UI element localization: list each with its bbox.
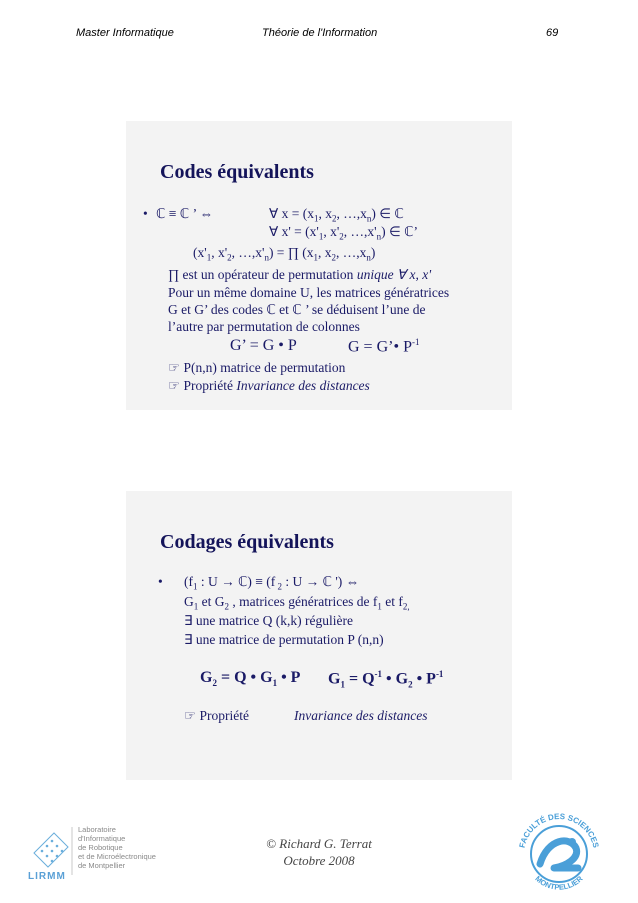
footer-author: © Richard G. Terrat	[266, 836, 372, 851]
slide2-eq-a: $G_2 = Q$ • $G_1$ • P	[200, 669, 301, 689]
slide2-line4: ∃ une matrice de permutation P (n,n)	[184, 632, 384, 647]
slide2-title: Codages équivalents	[160, 531, 334, 553]
lirmm-logo-text: Laboratoire d'Informatique de Robotique et de Microélectronique de Montpellier	[78, 825, 156, 870]
slide1-line2: ∀ $x' = (x'_1$, $x'_2$, $\dots,x'_n$) ∈ ℂ’	[269, 224, 419, 242]
slide1-line1: ∀ $x = (x_1$, $x_2$, $\dots,x_n$) ∈ ℂ	[269, 206, 404, 224]
slide-codes-equivalents	[126, 121, 512, 410]
slide1-line9: ☞ Propriété Invariance des distances	[168, 378, 370, 393]
svg-text:FACULTÉ DES SCIENCES: FACULTÉ DES SCIENCES	[517, 811, 601, 849]
slide2-bullet: •	[158, 574, 163, 589]
header-course: Master Informatique	[76, 27, 174, 39]
lirmm-logo	[28, 823, 178, 883]
slide1-line3: ($x'_1$, $x'_2$, $\dots,x'_n$) = ∏ ($x_1$, $x_2$, $\dots,x_n$)	[193, 245, 376, 263]
slide1-eq2: G = G’• $P^{-1}$	[348, 337, 420, 356]
slide1-eq1: G’ = G • P	[230, 337, 297, 354]
slide2-property: ☞ Propriété	[184, 708, 249, 723]
slide2-property-name: Invariance des distances	[294, 708, 428, 723]
slide2-eq-b: $G_1 = Q^{-1}$ • $G_2$ • $P^{-1}$	[328, 669, 444, 690]
page-number: 69	[546, 27, 559, 39]
slide-codages-equivalents	[126, 491, 512, 780]
lirmm-acronym: LIRMM	[28, 871, 66, 882]
slide1-line5: Pour un même domaine U, les matrices génératrices	[168, 285, 450, 300]
footer-date: Octobre 2008	[283, 853, 355, 868]
slide1-line8: ☞ P(n,n) matrice de permutation	[168, 360, 346, 375]
slide1-line4: ∏ est un opérateur de permutation unique ∀ x, x'	[168, 267, 432, 282]
slide1-equiv: ℂ ≡ ℂ ’ ⇔	[156, 206, 213, 221]
slide1-line6: G et G’ des codes ℂ et ℂ ’ se déduisent l’une de	[168, 302, 426, 317]
faculte-sciences-logo	[510, 808, 608, 898]
slide1-title: Codes équivalents	[160, 161, 314, 183]
slide2-line3: ∃ une matrice Q (k,k) régulière	[184, 613, 353, 628]
faculte-sciences-seal	[510, 808, 608, 898]
slide2-line2: $G_1$ et $G_2$ , matrices génératrices de $f_1$ et $f_{2,}$	[184, 594, 410, 612]
slide1-bullet: •	[143, 206, 148, 221]
svg-text:MONTPELLIER: MONTPELLIER	[533, 874, 585, 892]
header-title: Théorie de l'Information	[262, 27, 378, 39]
slide2-line1: ($f_1$ : U → ℂ) ≡ (f $_2$ : U → ℂ ') ⇔	[184, 574, 360, 592]
slide1-line7: l’autre par permutation de colonnes	[168, 319, 360, 334]
